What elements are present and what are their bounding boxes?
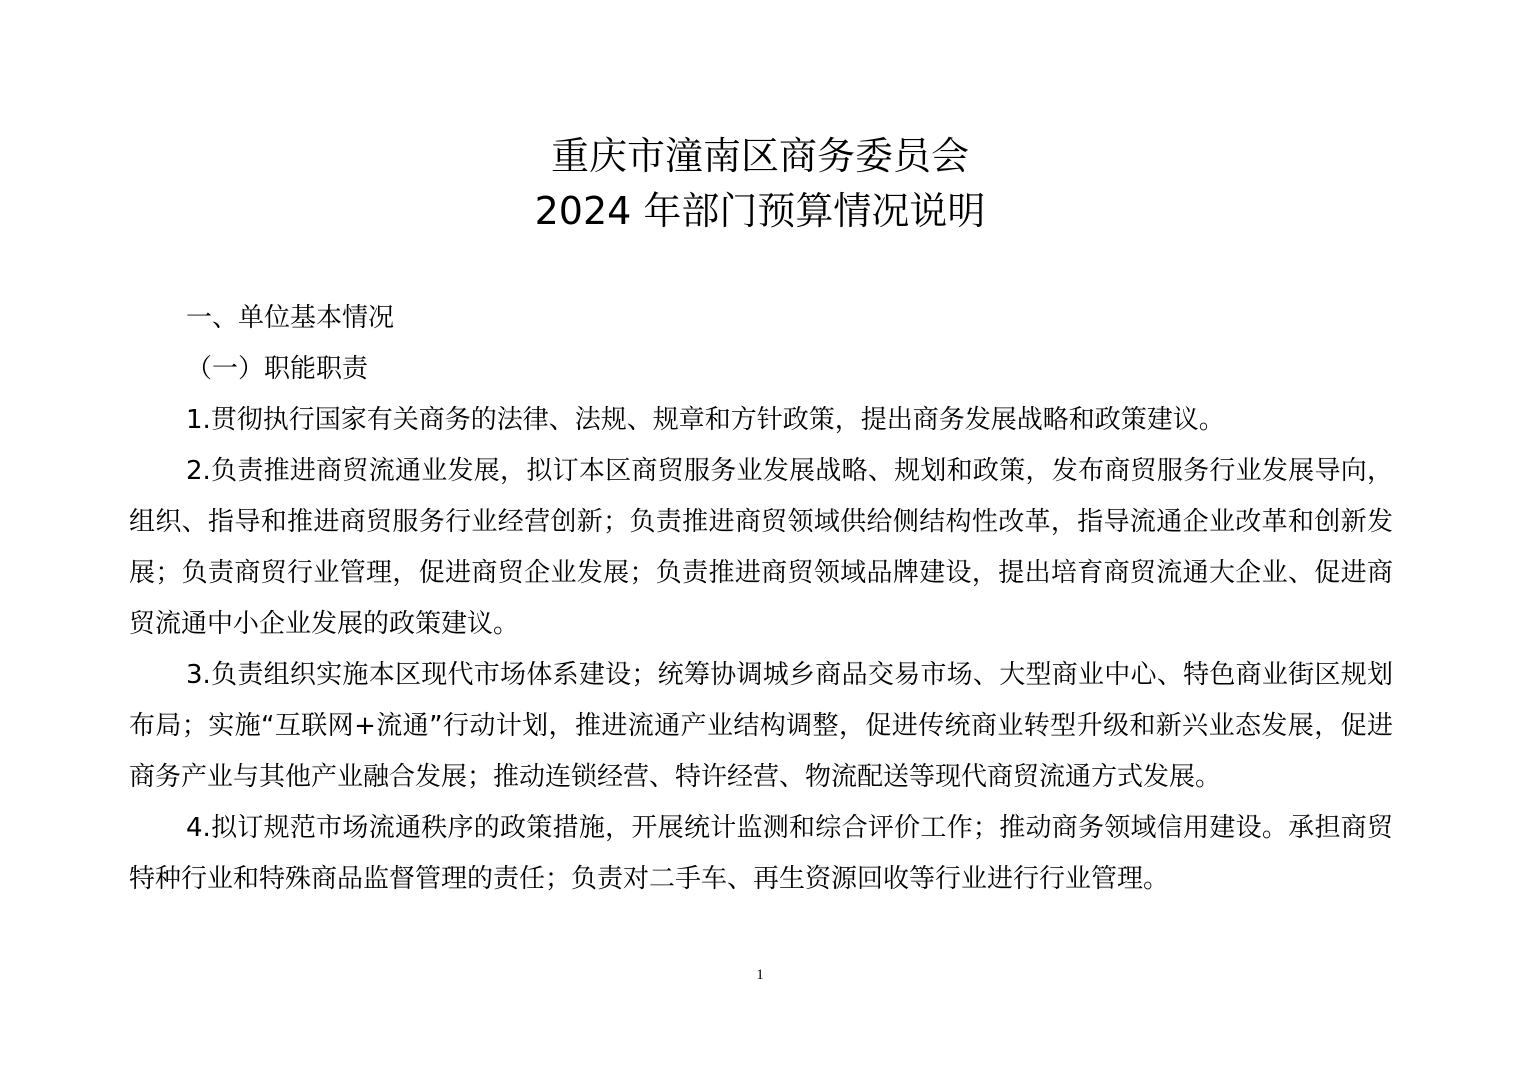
paragraph-3: 3.负责组织实施本区现代市场体系建设；统筹协调城乡商品交易市场、大型商业中心、特色商业街区规划布局；实施“互联网+流通”行动计划，推进流通产业结构调整，促进传统商业转型升级和新兴业态发展，促进商务产业与其他产业融合发展；推动连锁经营、特许经营、物流配送等现代商贸流通方式发展。 <box>129 660 1393 792</box>
subsection-heading: （一）职能职责 <box>186 354 369 384</box>
paragraph-1: 1.贯彻执行国家有关商务的法律、法规、规章和方针政策，提出商务发展战略和政策建议。 <box>186 405 1225 435</box>
document-title-line-1: 重庆市潼南区商务委员会 <box>550 134 969 178</box>
document-title-line-2: 2024 年部门预算情况说明 <box>534 189 986 233</box>
paragraph-2: 2.负责推进商贸流通业发展，拟订本区商贸服务业发展战略、规划和政策，发布商贸服务行业发展导向，组织、指导和推进商贸服务行业经营创新；负责推进商贸领域供给侧结构性改革，指导流通企业改革和创新发展；负责商贸行业管理，促进商贸企业发展；负责推进商贸领域品牌建设，提出培育商贸流通大企业、促进商贸流通中小企业发展的政策建议。 <box>129 456 1393 639</box>
section-heading: 一、单位基本情况 <box>186 303 395 333</box>
document-body <box>129 293 1393 905</box>
page-number: 1 <box>756 967 764 983</box>
paragraph-4: 4.拟订规范市场流通秩序的政策措施，开展统计监测和综合评价工作；推动商务领域信用建设。承担商贸特种行业和特殊商品监督管理的责任；负责对二手车、再生资源回收等行业进行行业管理。 <box>129 813 1393 894</box>
